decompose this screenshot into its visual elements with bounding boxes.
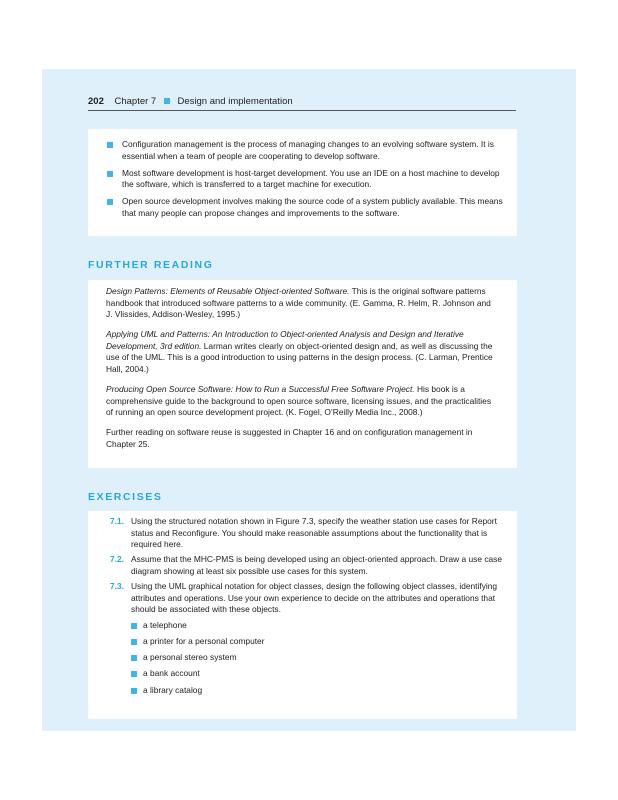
key-point-text: Configuration management is the process of managing changes to an evolving software system. It is essential when a team of people are cooperating to develop software. [122, 139, 494, 161]
list-item-text: a personal stereo system [143, 652, 237, 663]
list-item [131, 620, 503, 632]
bullet-square-icon [107, 171, 113, 177]
further-reading-box [88, 280, 517, 468]
key-point [106, 139, 509, 162]
list-item-text: a telephone [143, 619, 187, 630]
list-item-text: a printer for a personal computer [143, 635, 265, 646]
reference-text: His book is a comprehensive guide to the background to open source software, licensing issues, and the practicalities of running an open source development project. (K. Fogel, O’Reilly Media Inc., 2008.) [106, 383, 492, 418]
exercise-text: Assume that the MHC-PMS is being developed using an object-oriented approach. Draw a use case diagram showing at least six possible use cases for this system. [131, 554, 503, 576]
key-point-text: Most software development is host-target development. You use an IDE on a host machine to develop the software, which is transferred to a target machine for execution. [122, 167, 500, 189]
exercises-box [88, 511, 517, 719]
list-item [131, 652, 503, 664]
chapter-title: Design and implementation [177, 96, 293, 107]
bullet-square-icon [131, 655, 137, 661]
further-reading-heading: FURTHER READING [88, 259, 214, 271]
bullet-square-icon [131, 623, 137, 629]
exercise-item [110, 554, 503, 577]
list-item [131, 668, 503, 680]
list-item-text: a library catalog [143, 684, 203, 695]
page-number: 202 [88, 96, 104, 107]
bullet-square-icon [107, 199, 113, 205]
exercise-text: Using the structured notation shown in Figure 7.3, specify the weather station use cases for Report status and Reconfigure. You should make reasonable assumptions about the functionality that is required here. [131, 516, 497, 550]
key-point [106, 196, 509, 219]
key-points-box [88, 129, 517, 236]
exercises-heading: EXERCISES [88, 491, 163, 503]
bullet-square-icon [107, 142, 113, 148]
bullet-square-icon [131, 639, 137, 645]
exercise-number: 7.3. [110, 580, 124, 591]
exercise-text: Using the UML graphical notation for object classes, design the following object classes, identifying attributes and operations. Use your own experience to decide on the attributes and operations that should be associated with these objects. [131, 580, 498, 615]
exercise-sublist [131, 620, 503, 696]
reference-text: Larman writes clearly on object-oriented design and, as well as discussing the use of the UML. This is a good introduction to using patterns in the design process. (C. Larman, Prentice Hall, 2004.) [106, 340, 493, 374]
key-point-text: Open source development involves making the source code of a system publicly available. This means that many people can propose changes and improvements to the software. [122, 196, 503, 218]
header-square-icon [164, 98, 170, 104]
bullet-square-icon [131, 688, 137, 694]
reference [106, 384, 497, 419]
reference [106, 286, 497, 321]
list-item [131, 636, 503, 648]
reference-title: Design Patterns: Elements of Reusable Object-oriented Software. [106, 286, 350, 296]
reference-title: Applying UML and Patterns: An Introduction to Object-oriented Analysis and Design and Iterative Development, 3rd edition. [106, 329, 464, 351]
exercise-number: 7.1. [110, 516, 124, 526]
bullet-square-icon [131, 671, 137, 677]
chapter-label: Chapter 7 [114, 96, 157, 107]
key-point [106, 168, 509, 191]
reference-title: Producing Open Source Software: How to Run a Successful Free Software Project. [106, 383, 415, 394]
exercise-number: 7.2. [110, 554, 124, 565]
exercise-item [110, 581, 503, 696]
reading-note: Further reading on software reuse is suggested in Chapter 16 and on configuration management in Chapter 25. [106, 427, 473, 449]
running-header [88, 96, 516, 111]
list-item-text: a bank account [143, 668, 200, 679]
reference-text: This is the original software patterns handbook that introduced software patterns to a wide community. (E. Gamma, R. Helm, R. Johnson and J. Vlissides, Addison-Wesley, 1995.) [106, 286, 491, 320]
reference [106, 329, 497, 375]
list-item [131, 685, 503, 697]
exercise-item [110, 516, 503, 551]
